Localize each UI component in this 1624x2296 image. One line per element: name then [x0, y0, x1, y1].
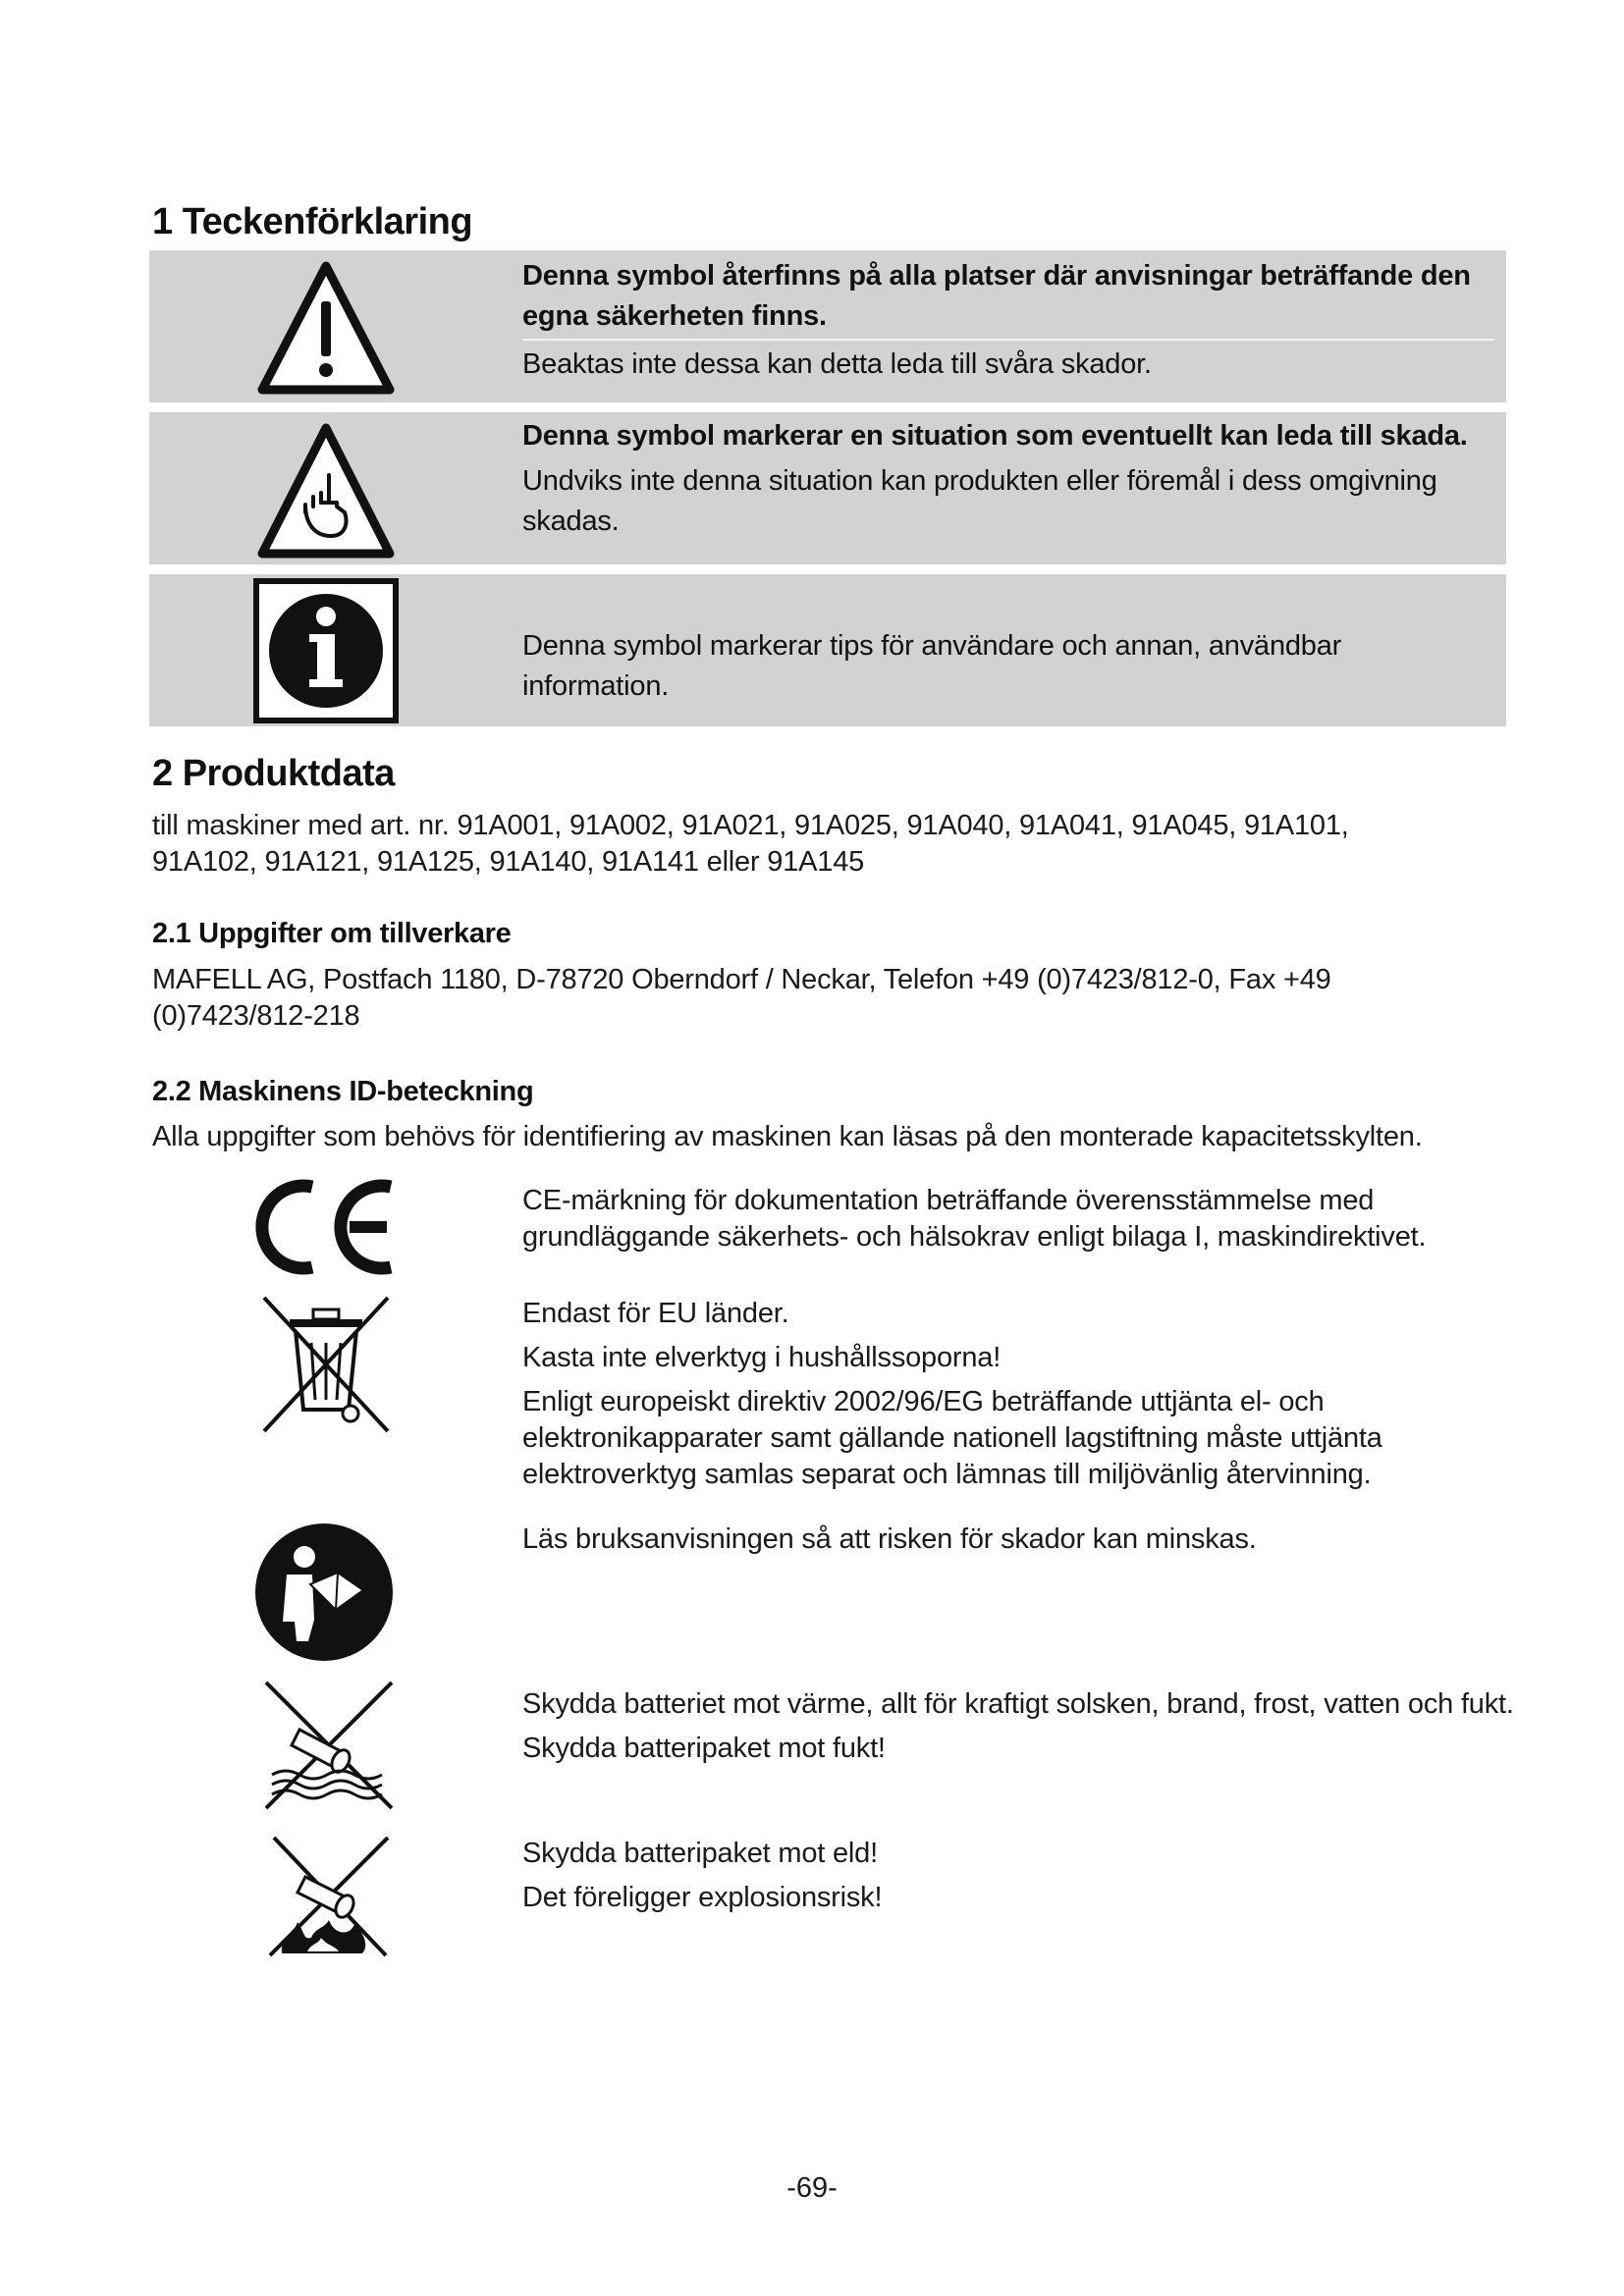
warning-exclamation-icon	[252, 254, 400, 401]
fire-line-1: Skydda batteripaket mot eld!	[522, 1838, 878, 1869]
manufacturer-heading: 2.1 Uppgifter om tillverkare	[152, 918, 512, 949]
divider	[522, 339, 1494, 341]
heat-line-1: Skydda batteriet mot värme, allt för kraftigt solsken, brand, frost, vatten och fukt.	[522, 1688, 1514, 1720]
caution-hand-icon	[252, 418, 400, 565]
read-manual-icon	[253, 1522, 395, 1663]
no-fire-icon	[260, 1834, 398, 1963]
manufacturer-text: MAFELL AG, Postfach 1180, D-78720 Oberndorf / Neckar, Telefon +49 (0)7423/812-0, Fax +49 (0)7423/812-218	[152, 964, 1331, 1032]
manual-text: Läs bruksanvisningen så att risken för skador kan minskas.	[522, 1523, 1257, 1555]
ce-text: CE-märkning för dokumentation beträffande överensstämmelse med grundläggande säkerhets- och hälsokrav enligt bilaga I, maskindirektivet.	[522, 1185, 1427, 1253]
info-icon	[252, 577, 400, 724]
machine-id-heading: 2.2 Maskinens ID-beteckning	[152, 1076, 534, 1107]
fire-line-2: Det föreligger explosionsrisk!	[522, 1882, 883, 1913]
crossed-bin-icon	[260, 1294, 392, 1436]
weee-line-1: Endast för EU länder.	[522, 1298, 789, 1329]
legend-row-warning	[149, 250, 1506, 402]
weee-line-3: Enligt europeiskt direktiv 2002/96/EG beträffande uttjänta el- och elektronikapparater samt gällande nationell lagstiftning måste uttjänta elektroverktyg samlas separat och lämnas till miljövänlig återvinning.	[522, 1386, 1382, 1490]
legend-warning-bold: Denna symbol återfinns på alla platser där anvisningar beträffande den egna säkerheten finns.	[522, 260, 1471, 332]
legend-info-text: Denna symbol markerar tips för användare och annan, användbar information.	[522, 630, 1342, 702]
page-number: -69-	[786, 2172, 838, 2204]
article-numbers: till maskiner med art. nr. 91A001, 91A002, 91A021, 91A025, 91A040, 91A041, 91A045, 91A101, 91A102, 91A121, 91A125, 91A140, 91A141 eller 91A145	[152, 810, 1349, 878]
machine-id-text: Alla uppgifter som behövs för identifiering av maskinen kan läsas på den monterade kapacitetsskylten.	[152, 1121, 1423, 1152]
weee-line-2: Kasta inte elverktyg i hushållssoporna!	[522, 1342, 1001, 1373]
legend-row-info	[149, 574, 1506, 726]
heat-line-2: Skydda batteripaket mot fukt!	[522, 1733, 886, 1764]
no-heat-water-icon	[260, 1679, 398, 1812]
legend-warning-text: Beaktas inte dessa kan detta leda till svåra skador.	[522, 348, 1152, 380]
section-1-heading: 1 Teckenförklaring	[152, 201, 473, 242]
legend-row-caution	[149, 412, 1506, 564]
legend-caution-bold: Denna symbol markerar en situation som eventuellt kan leda till skada.	[522, 420, 1468, 452]
legend-caution-text: Undviks inte denna situation kan produkten eller föremål i dess omgivning skadas.	[522, 465, 1437, 537]
section-2-heading: 2 Produktdata	[152, 753, 395, 794]
ce-mark-icon	[253, 1173, 401, 1281]
